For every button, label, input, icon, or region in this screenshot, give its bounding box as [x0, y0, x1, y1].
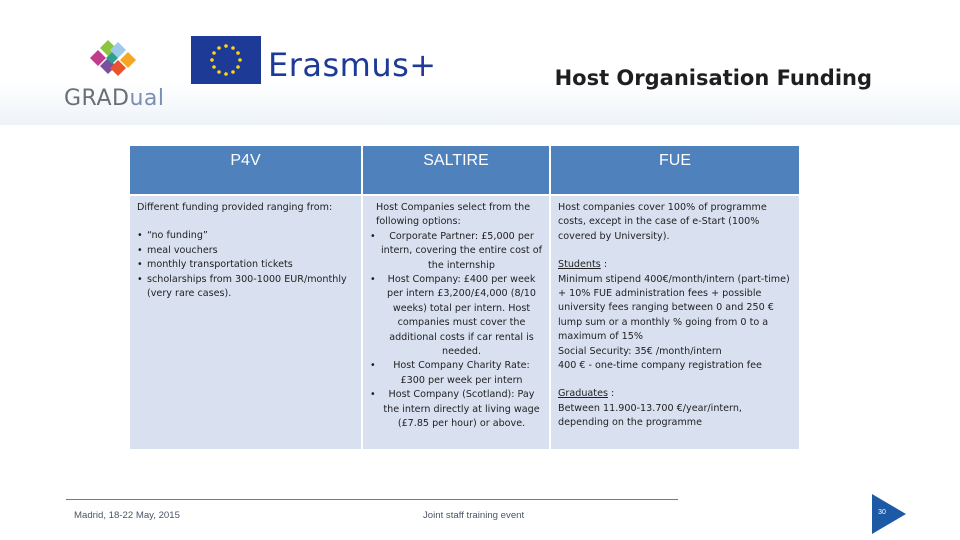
erasmus-logo-text: Erasmus+	[268, 46, 437, 84]
column-header-fue: FUE	[551, 146, 799, 194]
list-item: • monthly transportation tickets	[137, 258, 355, 272]
p4v-cell	[130, 196, 361, 449]
column-header-p4v: P4V	[130, 146, 361, 194]
list-item: • Corporate Partner: £5,000 per intern, covering the entire cost of the internship	[370, 230, 543, 273]
p4v-list	[137, 229, 355, 301]
footer-divider	[66, 499, 678, 500]
list-item: • Host Company (Scotland): Pay the intern directly at living wage (£7.85 per hour) or above.	[370, 388, 543, 431]
fue-intro: Host companies cover 100% of programme costs, except in the case of e-Start (100% covered by University).	[558, 202, 767, 242]
fue-students-text: Minimum stipend 400€/month/intern (part-time) + 10% FUE administration fees + possible university fees ranging between 0 and 250 € lump sum or a monthly % going from 0 to a maximum of 15%	[558, 273, 790, 343]
p4v-intro: Different funding provided ranging from:	[137, 202, 333, 213]
fue-registration-fee: 400 € - one-time company registration fee	[558, 360, 762, 372]
fue-graduates-heading: Graduates :	[558, 388, 615, 400]
list-item: • “no funding”	[137, 229, 355, 243]
fue-social-security: Social Security: 35€ /month/intern	[558, 345, 722, 357]
saltire-cell	[363, 196, 549, 449]
list-item: • scholarships from 300-1000 EUR/monthly (very rare cases).	[137, 273, 355, 302]
gradual-logo-mark	[86, 38, 140, 82]
fue-graduates-text: Between 11.900-13.700 €/year/intern, depending on the programme	[558, 402, 742, 429]
fue-students-heading: Students :	[558, 259, 608, 271]
eu-flag-icon	[191, 36, 261, 84]
funding-table	[130, 146, 799, 449]
list-item: • Host Company Charity Rate: £300 per week per intern	[370, 359, 543, 388]
saltire-intro: Host Companies select from the following options:	[376, 202, 531, 228]
slide-title: Host Organisation Funding	[554, 66, 872, 90]
gradual-logo-text: GRADual	[64, 86, 165, 111]
fue-cell	[551, 196, 799, 449]
list-item: • Host Company: £400 per week per intern £3,200/£4,000 (8/10 weeks) total per intern. Host companies must cover the additional costs if car rental is needed.	[370, 273, 543, 359]
gradual-logo	[64, 38, 174, 110]
page-number: 30	[878, 509, 886, 516]
footer-location-date: Madrid, 18-22 May, 2015	[74, 510, 180, 521]
column-header-saltire: SALTIRE	[363, 146, 549, 194]
saltire-list	[370, 230, 543, 432]
footer-event: Joint staff training event	[423, 510, 525, 521]
list-item: • meal vouchers	[137, 244, 355, 258]
